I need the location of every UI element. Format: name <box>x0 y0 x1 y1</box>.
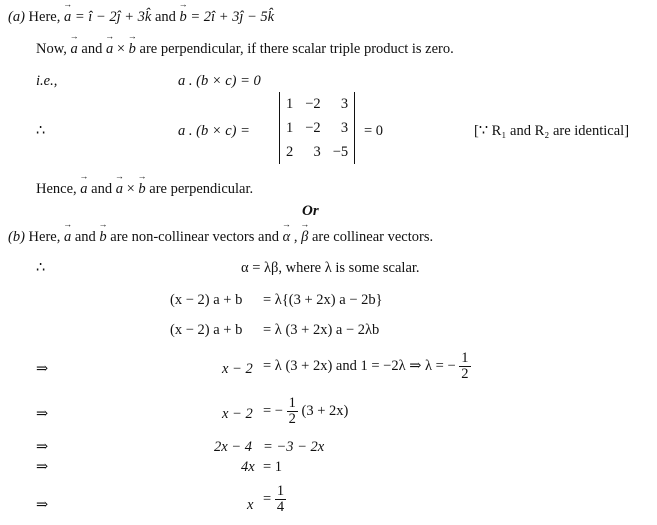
vector-a: → a <box>80 180 87 198</box>
b-definition: = 2î + 3ĵ − 5k̂ <box>190 9 275 25</box>
fraction-half <box>459 351 470 382</box>
implies-symbol: ⇒ <box>36 459 49 475</box>
equation-5-lhs: x − 2 <box>222 406 253 422</box>
equation-6-rhs: = −3 − 2x <box>263 439 325 455</box>
equation-6-lhs: 2x − 4 <box>214 439 252 455</box>
part-a-line-1 <box>8 8 274 26</box>
hence-word: Hence, <box>36 181 77 197</box>
matrix-cell: 3 <box>340 95 349 112</box>
implies-symbol: ⇒ <box>36 439 49 455</box>
vector-b: → b <box>180 8 187 26</box>
equation-4-lhs: x − 2 <box>222 361 253 377</box>
fraction-denominator: 2 <box>461 366 469 382</box>
intro-tail: are collinear vectors. <box>311 229 434 245</box>
determinant-matrix <box>279 92 355 164</box>
equation-8-lhs: x <box>247 497 254 513</box>
fraction-denominator: 2 <box>288 411 296 427</box>
matrix-cell: 1 <box>286 119 294 136</box>
and-word: and <box>154 9 176 25</box>
ie-label: i.e., <box>36 73 58 89</box>
hence-line: Hence, → a and → a × → b are perpendicular. <box>36 180 253 198</box>
scalar-triple-product: a . (b × c) = 0 <box>178 73 261 89</box>
and-word: and <box>74 229 96 245</box>
vector-a: → a <box>116 180 123 198</box>
vector-b: → b <box>138 180 145 198</box>
determinant-result: = 0 <box>364 123 384 139</box>
equation-7-rhs: = 1 <box>263 459 283 475</box>
fraction-numerator: 1 <box>288 395 296 411</box>
matrix-cell: 2 <box>286 143 294 160</box>
here-word: Here, <box>28 9 61 25</box>
matrix-cell: −2 <box>305 119 321 136</box>
or-separator: Or <box>302 203 319 219</box>
matrix-row <box>280 116 354 140</box>
equation-7-lhs: 4x <box>241 459 255 475</box>
matrix-cell: −5 <box>332 143 349 160</box>
now-line-text: are perpendicular, if there scalar triple product is zero. <box>139 41 454 57</box>
identical-rows-reason: [∵ R₁ and R₂ are identical] <box>474 123 630 139</box>
matrix-cell: −2 <box>305 95 321 112</box>
intro-middle: are non-collinear vectors and <box>110 229 279 245</box>
fraction-denominator: 4 <box>276 499 285 515</box>
fraction-numerator: 1 <box>461 350 469 366</box>
part-b-intro: (b) Here, → a and → b are non-collinear vectors and → α , → β are collinear vectors. <box>8 228 433 246</box>
equation-5-tail: (3 + 2x) <box>301 402 349 419</box>
now-prefix: Now, <box>36 41 67 57</box>
equation-8-rhs: = $\frac{1}{4}$ <box>263 483 285 515</box>
vector-a: → a <box>106 40 113 58</box>
fraction-half <box>287 396 298 427</box>
vector-a: → a <box>64 8 71 26</box>
implies-symbol: ⇒ <box>36 361 49 377</box>
and-word: and <box>81 41 103 57</box>
vector-a: → a <box>71 40 78 58</box>
therefore-symbol: ∴ <box>36 123 46 139</box>
equation-1: α = λβ, where λ is some scalar. <box>241 260 420 276</box>
matrix-row <box>280 140 354 164</box>
vector-a: → a <box>64 228 71 246</box>
matrix-row <box>280 92 354 116</box>
vector-alpha: → α <box>283 228 291 246</box>
vector-b: → b <box>129 40 136 58</box>
equation-2-lhs: (x − 2) a + b <box>170 292 243 308</box>
part-a-label: (a) <box>8 9 25 25</box>
part-a-line-2: Now, → a and → a × → b are perpendicular, if there scalar triple product is zero. <box>36 40 454 58</box>
and-word: and <box>91 181 113 197</box>
matrix-cell: 3 <box>340 119 349 136</box>
therefore-symbol: ∴ <box>36 260 46 276</box>
implies-symbol: ⇒ <box>36 497 49 513</box>
matrix-cell: 3 <box>313 143 321 160</box>
equation-3-rhs: = λ (3 + 2x) a − 2λb <box>263 322 380 338</box>
matrix-cell: 1 <box>286 95 294 112</box>
vector-b: → b <box>99 228 106 246</box>
equation-4-text: = λ (3 + 2x) and 1 = −2λ ⇒ λ = − <box>263 357 456 374</box>
part-b-label: (b) <box>8 229 25 245</box>
implies-symbol: ⇒ <box>36 406 49 422</box>
equation-3-lhs: (x − 2) a + b <box>170 322 243 338</box>
hence-tail: are perpendicular. <box>149 181 254 197</box>
fraction-numerator: 1 <box>276 483 285 499</box>
equation-2-rhs: = λ{(3 + 2x) a − 2b} <box>263 292 383 308</box>
scalar-triple-product-2: a . (b × c) = <box>178 123 250 139</box>
intro-here: Here, <box>28 229 61 245</box>
vector-beta: → β <box>301 228 308 246</box>
a-definition: = î − 2ĵ + 3k̂ <box>74 9 152 25</box>
equation-4-rhs <box>263 351 471 382</box>
equation-5-rhs: = − $\frac{1}{2}$ (3 + 2x) <box>263 395 349 427</box>
fraction-quarter <box>275 484 286 515</box>
